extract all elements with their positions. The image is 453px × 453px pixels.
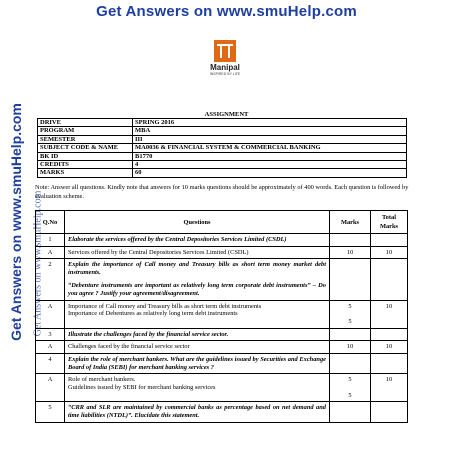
- info-value: III: [133, 135, 407, 143]
- total-marks: [371, 402, 408, 422]
- question-text-cell: [65, 300, 330, 328]
- evaluation-row: [36, 300, 408, 328]
- marks-value: 10: [346, 248, 354, 256]
- question-number: 5: [36, 402, 65, 422]
- marks-value: 5: [348, 376, 352, 384]
- info-value: 60: [133, 169, 407, 177]
- question-row: [36, 353, 408, 373]
- questions-table: [35, 210, 408, 423]
- marks-cell: [330, 402, 371, 422]
- info-key: DRIVE: [38, 119, 133, 127]
- info-value: SPRING 2016: [133, 119, 407, 127]
- total-marks: [371, 353, 408, 373]
- info-key: PROGRAM: [38, 127, 133, 135]
- logo-name: Manipal: [210, 63, 240, 72]
- question-number: 1: [36, 234, 65, 247]
- info-value: MA0036 & FINANCIAL SYSTEM & COMMERCIAL BANKING: [133, 144, 407, 152]
- info-row: [38, 127, 407, 135]
- total-marks: [371, 328, 408, 341]
- evaluation-row: [36, 374, 408, 402]
- question-text-cell: [65, 341, 330, 354]
- marks-value: 10: [346, 343, 354, 351]
- marks-cell: [330, 374, 371, 402]
- marks-cell: [330, 234, 371, 247]
- info-value: B1770: [133, 152, 407, 160]
- info-key: MARKS: [38, 169, 133, 177]
- total-marks: [371, 259, 408, 300]
- col-header-questions: Questions: [65, 211, 330, 234]
- question-text: “CRR and SLR are maintained by commercial banks as percentage based on net demand and time liabilities (NTDL)”. Elucidate this statement.: [68, 404, 326, 419]
- assignment-info-table: [37, 118, 407, 178]
- question-row: [36, 402, 408, 422]
- question-text: Explain the role of merchant bankers. What are the guidelines issued by Securities and Exchange Board of India (SEBI) for merchant banking services ?: [68, 355, 326, 371]
- info-key: CREDITS: [38, 161, 133, 169]
- question-number: A: [36, 341, 65, 354]
- question-subtext: Importance of Debentures as relatively long term debt instruments: [68, 310, 238, 318]
- table-header-row: [36, 211, 408, 234]
- question-text: Services offered by the Central Depositories Services Limited (CSDL): [68, 248, 249, 256]
- instructions-note: Note: Answer all questions. Kindly note that answers for 10 marks questions should be approximately of 400 words. Each question is followed by evaluation scheme.: [35, 184, 409, 200]
- info-row: [38, 161, 407, 169]
- marks-cell: [330, 328, 371, 341]
- question-subtext: Guidelines issued by SEBI for merchant banking services: [68, 383, 216, 391]
- university-logo: [203, 40, 247, 76]
- evaluation-row: [36, 246, 408, 259]
- logo-tagline: INSPIRED BY LIFE: [209, 72, 241, 76]
- question-row: [36, 328, 408, 341]
- question-number: A: [36, 300, 65, 328]
- question-text: Role of merchant bankers.: [68, 376, 136, 384]
- question-number: 3: [36, 328, 65, 341]
- logo-mark-icon: [214, 40, 236, 62]
- total-marks: 10: [371, 374, 408, 402]
- info-row: [38, 152, 407, 160]
- question-row: [36, 234, 408, 247]
- question-text-cell: [65, 234, 330, 247]
- total-marks: [371, 234, 408, 247]
- evaluation-row: [36, 341, 408, 354]
- total-marks: 10: [371, 246, 408, 259]
- question-number: 4: [36, 353, 65, 373]
- marks-value: 5: [348, 318, 352, 326]
- question-text: Explain the importance of Call money and Treasury bills as short term money market debt instruments.: [68, 261, 326, 276]
- info-row: [38, 169, 407, 177]
- col-header-total-marks: Total Marks: [371, 211, 408, 234]
- question-text-cell: [65, 328, 330, 341]
- question-text-cell: [65, 259, 330, 300]
- question-text-cell: [65, 246, 330, 259]
- question-text: Importance of Call money and Treasury bills as short term debt instruments: [68, 302, 262, 310]
- marks-value: 5: [348, 302, 352, 310]
- side-watermark-small: Get Answers on www.smuHelp.com: [32, 190, 44, 337]
- col-header-qno: Q.No: [36, 211, 65, 234]
- question-row: [36, 259, 408, 300]
- question-text-cell: [65, 353, 330, 373]
- marks-cell: [330, 353, 371, 373]
- info-row: [38, 144, 407, 152]
- question-text: Challenges faced by the financial service sector: [68, 343, 190, 351]
- total-marks: 10: [371, 341, 408, 354]
- info-key: BK ID: [38, 152, 133, 160]
- watermark-banner: Get Answers on www.smuHelp.com: [96, 3, 357, 20]
- side-watermark-large: Get Answers on www.smuHelp.com: [8, 103, 24, 341]
- question-number: 2: [36, 259, 65, 300]
- question-text: Elaborate the services offered by the Central Depositories Services Limited (CSDL): [68, 236, 287, 243]
- question-text-cell: [65, 374, 330, 402]
- assignment-title: ASSIGNMENT: [204, 111, 249, 118]
- question-text: Illustrate the challenges faced by the financial service sector.: [68, 330, 229, 338]
- question-number: A: [36, 374, 65, 402]
- question-subtext: “Debenture instruments are important as relatively long term corporate debt instruments” – Do you agree ? Justify your agreement/disagreement.: [68, 282, 326, 297]
- question-number: A: [36, 246, 65, 259]
- info-row: [38, 135, 407, 143]
- info-value: MBA: [133, 127, 407, 135]
- marks-cell: [330, 246, 371, 259]
- marks-value: 5: [348, 391, 352, 399]
- info-key: SEMESTER: [38, 135, 133, 143]
- info-key: SUBJECT CODE & NAME: [38, 144, 133, 152]
- marks-cell: [330, 341, 371, 354]
- question-text-cell: [65, 402, 330, 422]
- info-row: [38, 119, 407, 127]
- col-header-marks: Marks: [330, 211, 371, 234]
- marks-cell: [330, 300, 371, 328]
- total-marks: 10: [371, 300, 408, 328]
- info-value: 4: [133, 161, 407, 169]
- marks-cell: [330, 259, 371, 300]
